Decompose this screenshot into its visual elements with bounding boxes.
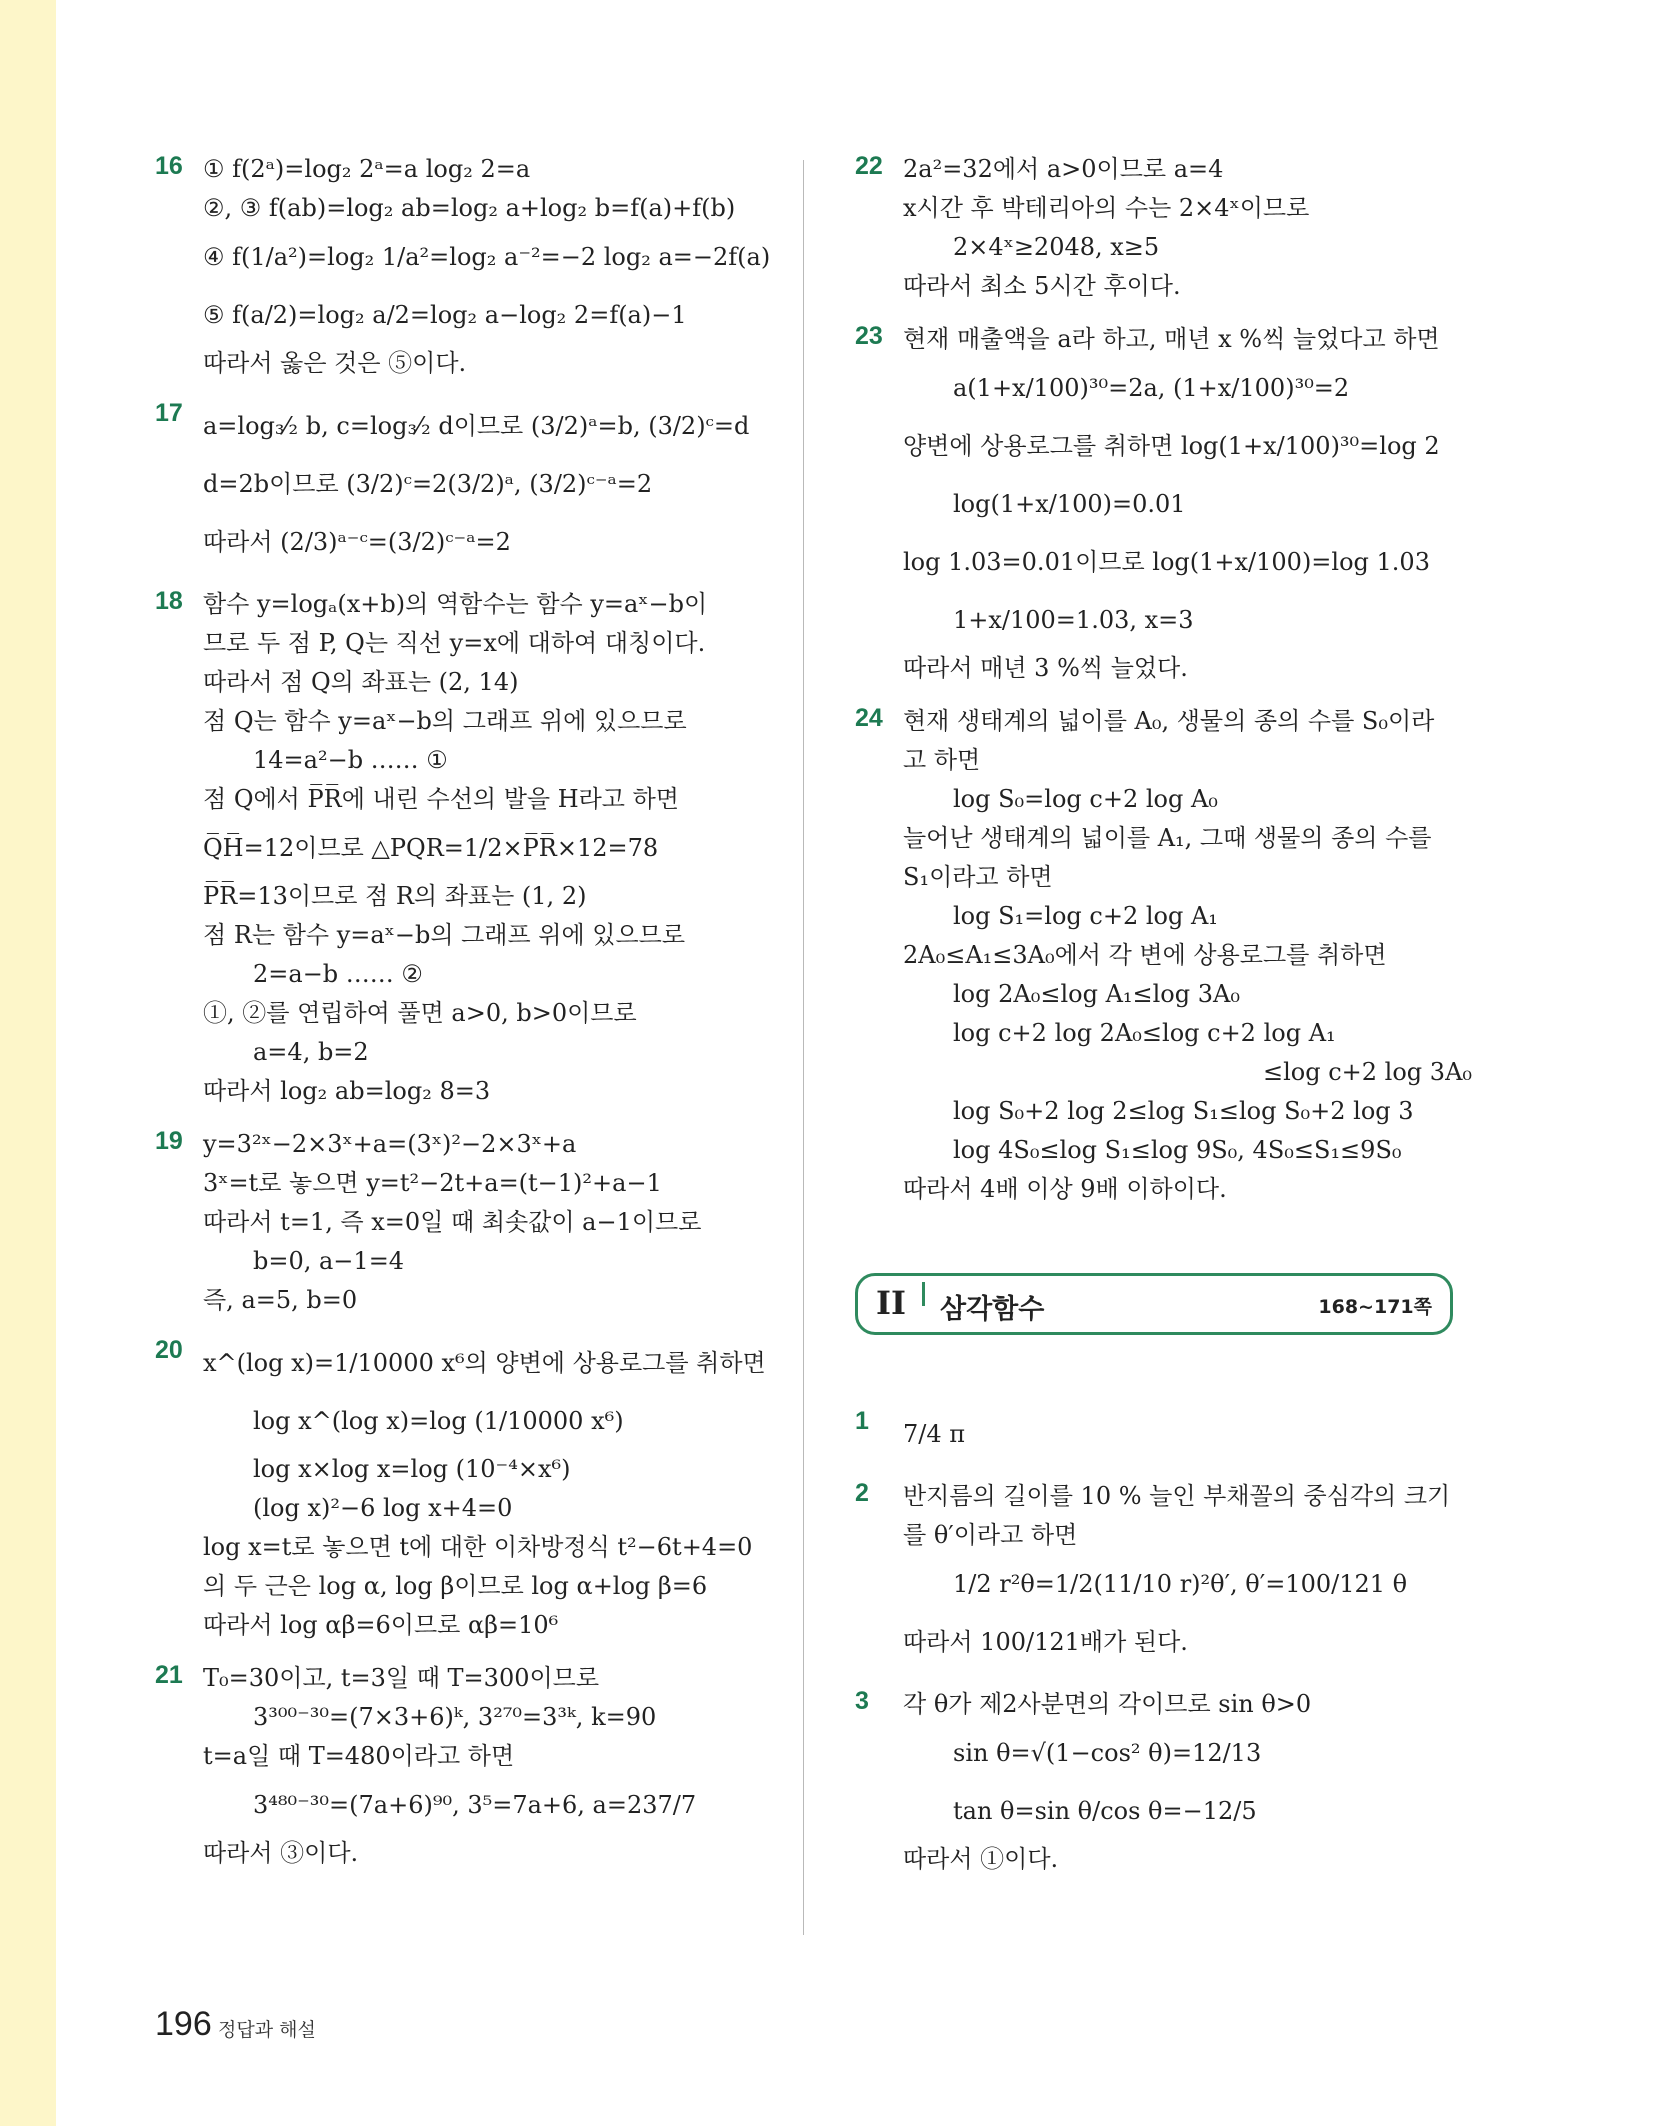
solution-line: 따라서 ③이다. xyxy=(203,1839,359,1867)
solution-line: 점 Q는 함수 y=aˣ−b의 그래프 위에 있으므로 xyxy=(203,707,687,735)
solution-line: 2=a−b …… ② xyxy=(253,960,423,988)
solution-line: 1/2 r²θ=1/2(11/10 r)²θ′, θ′=100/121 θ xyxy=(953,1570,1408,1598)
solution-line: a(1+x/100)³⁰=2a, (1+x/100)³⁰=2 xyxy=(953,374,1350,402)
problem-16 xyxy=(155,150,775,383)
solution-line: ① f(2ᵃ)=log₂ 2ᵃ=a log₂ 2=a xyxy=(203,155,531,183)
section-roman-numeral: II xyxy=(876,1284,906,1322)
column-divider xyxy=(803,160,804,1935)
section-title: 삼각함수 xyxy=(940,1294,1045,1325)
problem-23 xyxy=(855,320,1455,688)
solution-line: sin θ=√(1−cos² θ)=12/13 xyxy=(953,1739,1262,1767)
solution-line: 2A₀≤A₁≤3A₀에서 각 변에 상용로그를 취하면 xyxy=(903,941,1387,969)
right-column-bottom xyxy=(855,1405,1455,1879)
solution-line: 따라서 점 Q의 좌표는 (2, 14) xyxy=(203,668,519,696)
solution-line: t=a일 때 T=480이라고 하면 xyxy=(203,1742,515,1770)
solution-line: a=4, b=2 xyxy=(253,1038,369,1066)
solution-line: 따라서 최소 5시간 후이다. xyxy=(903,272,1181,300)
solution-line: log x^(log x)=log (1/10000 x⁶) xyxy=(253,1407,624,1435)
problem-number: 2 xyxy=(855,1479,869,1507)
solution-line: 현재 생태계의 넓이를 A₀, 생물의 종의 수를 S₀이라 xyxy=(903,707,1435,735)
solution-line: 따라서 (2/3)ᵃ⁻ᶜ=(3/2)ᶜ⁻ᵃ=2 xyxy=(203,528,511,556)
solution-line: 3⁴⁸⁰⁻³⁰=(7a+6)⁹⁰, 3⁵=7a+6, a=237/7 xyxy=(253,1791,697,1819)
solution-line: log x=t로 놓으면 t에 대한 이차방정식 t²−6t+4=0 xyxy=(203,1533,753,1561)
solution-line: 따라서 4배 이상 9배 이하이다. xyxy=(903,1175,1227,1203)
solution-line: 3³⁰⁰⁻³⁰=(7×3+6)ᵏ, 3²⁷⁰=3³ᵏ, k=90 xyxy=(253,1703,657,1731)
problem-17 xyxy=(155,397,775,571)
solution-line: ⑤ f(a/2)=log₂ a/2=log₂ a−log₂ 2=f(a)−1 xyxy=(203,301,687,329)
problem-number: 3 xyxy=(855,1687,869,1715)
problem-22 xyxy=(855,150,1455,306)
solution-line: 3ˣ=t로 놓으면 y=t²−2t+a=(t−1)²+a−1 xyxy=(203,1169,662,1197)
solution-line: log 1.03=0.01이므로 log(1+x/100)=log 1.03 xyxy=(903,548,1430,576)
solution-line: 따라서 옳은 것은 ⑤이다. xyxy=(203,349,467,377)
problem-1 xyxy=(855,1405,1455,1463)
page-margin-strip xyxy=(0,0,56,2126)
solution-line: log(1+x/100)=0.01 xyxy=(953,490,1186,518)
problem-18 xyxy=(155,585,775,1111)
solution-line: 함수 y=logₐ(x+b)의 역함수는 함수 y=aˣ−b이 xyxy=(203,590,708,618)
problem-number: 22 xyxy=(855,152,883,180)
solution-line: log S₀+2 log 2≤log S₁≤log S₀+2 log 3 xyxy=(953,1097,1414,1125)
problem-number: 21 xyxy=(155,1661,183,1689)
section-accent-bar xyxy=(922,1282,925,1306)
solution-line: ≤log c+2 log 3A₀ xyxy=(1263,1058,1473,1086)
solution-line: ①, ②를 연립하여 풀면 a>0, b>0이므로 xyxy=(203,999,637,1027)
problem-3 xyxy=(855,1685,1455,1879)
solution-line: 양변에 상용로그를 취하면 log(1+x/100)³⁰=log 2 xyxy=(903,432,1440,460)
solution-line: 점 Q에서 P̅R̅에 내린 수선의 발을 H라고 하면 xyxy=(203,785,679,813)
left-column xyxy=(155,150,775,1887)
solution-line: 따라서 ①이다. xyxy=(903,1845,1059,1873)
solution-line: S₁이라고 하면 xyxy=(903,863,1053,891)
page-number: 196 xyxy=(155,2005,212,2043)
footer-label: 정답과 해설 xyxy=(218,2019,316,2041)
solution-line: log S₀=log c+2 log A₀ xyxy=(953,785,1218,813)
solution-line: 따라서 log₂ ab=log₂ 8=3 xyxy=(203,1077,491,1105)
problem-number: 24 xyxy=(855,704,883,732)
solution-line: 따라서 log αβ=6이므로 αβ=10⁶ xyxy=(203,1611,559,1639)
problem-number: 1 xyxy=(855,1407,869,1435)
solution-line: x^(log x)=1/10000 x⁶의 양변에 상용로그를 취하면 xyxy=(203,1349,766,1377)
solution-line: T₀=30이고, t=3일 때 T=300이므로 xyxy=(203,1664,600,1692)
solution-line: 를 θ′이라고 하면 xyxy=(903,1521,1078,1549)
problem-21 xyxy=(155,1659,775,1873)
problem-24 xyxy=(855,702,1473,1209)
solution-line: d=2b이므로 (3/2)ᶜ=2(3/2)ᵃ, (3/2)ᶜ⁻ᵃ=2 xyxy=(203,470,653,498)
problem-number: 23 xyxy=(855,322,883,350)
solution-line: 고 하면 xyxy=(903,746,981,774)
problem-number: 19 xyxy=(155,1127,183,1155)
solution-line: 2×4ˣ≥2048, x≥5 xyxy=(953,233,1160,261)
section-header xyxy=(855,1273,1453,1335)
solution-line: 므로 두 점 P, Q는 직선 y=x에 대하여 대칭이다. xyxy=(203,629,706,657)
problem-number: 17 xyxy=(155,399,183,427)
solution-line: tan θ=sin θ/cos θ=−12/5 xyxy=(953,1797,1257,1825)
solution-line: log S₁=log c+2 log A₁ xyxy=(953,902,1218,930)
solution-line: 7/4 π xyxy=(903,1420,966,1448)
solution-line: y=3²ˣ−2×3ˣ+a=(3ˣ)²−2×3ˣ+a xyxy=(203,1130,577,1158)
problem-number: 16 xyxy=(155,152,183,180)
solution-line: 따라서 매년 3 %씩 늘었다. xyxy=(903,654,1188,682)
problem-number: 18 xyxy=(155,587,183,615)
solution-line: 늘어난 생태계의 넓이를 A₁, 그때 생물의 종의 수를 xyxy=(903,824,1432,852)
solution-line: b=0, a−1=4 xyxy=(253,1247,405,1275)
problem-2 xyxy=(855,1477,1455,1671)
solution-line: 의 두 근은 log α, log β이므로 log α+log β=6 xyxy=(203,1572,708,1600)
solution-line: 점 R는 함수 y=aˣ−b의 그래프 위에 있으므로 xyxy=(203,921,686,949)
solution-line: ②, ③ f(ab)=log₂ ab=log₂ a+log₂ b=f(a)+f(b) xyxy=(203,194,736,222)
solution-line: a=log₃⁄₂ b, c=log₃⁄₂ d이므로 (3/2)ᵃ=b, (3/2)ᶜ=d xyxy=(203,412,750,440)
solution-line: 각 θ가 제2사분면의 각이므로 sin θ>0 xyxy=(903,1690,1312,1718)
solution-line: log 2A₀≤log A₁≤log 3A₀ xyxy=(953,980,1240,1008)
solution-line: 따라서 t=1, 즉 x=0일 때 최솟값이 a−1이므로 xyxy=(203,1208,702,1236)
problem-20 xyxy=(155,1334,775,1645)
solution-line: 현재 매출액을 a라 하고, 매년 x %씩 늘었다고 하면 xyxy=(903,325,1440,353)
solution-line: 따라서 100/121배가 된다. xyxy=(903,1628,1188,1656)
problem-19 xyxy=(155,1125,775,1320)
solution-line: 반지름의 길이를 10 % 늘인 부채꼴의 중심각의 크기 xyxy=(903,1482,1451,1510)
solution-line: 즉, a=5, b=0 xyxy=(203,1286,358,1314)
solution-line: (log x)²−6 log x+4=0 xyxy=(253,1494,513,1522)
right-column xyxy=(855,150,1473,1893)
problem-number: 20 xyxy=(155,1336,183,1364)
solution-line: 2a²=32에서 a>0이므로 a=4 xyxy=(903,155,1224,183)
solution-line: x시간 후 박테리아의 수는 2×4ˣ이므로 xyxy=(903,194,1310,222)
solution-line: Q̅H̅=12이므로 △PQR=1/2×P̅R̅×12=78 xyxy=(203,834,659,862)
section-page-range: 168~171쪽 xyxy=(1318,1296,1432,1318)
solution-line: log x×log x=log (10⁻⁴×x⁶) xyxy=(253,1455,571,1483)
solution-line: 1+x/100=1.03, x=3 xyxy=(953,606,1194,634)
solution-line: ④ f(1/a²)=log₂ 1/a²=log₂ a⁻²=−2 log₂ a=−2f(a) xyxy=(203,243,771,271)
solution-line: P̅R̅=13이므로 점 R의 좌표는 (1, 2) xyxy=(203,882,587,910)
solution-line: log 4S₀≤log S₁≤log 9S₀, 4S₀≤S₁≤9S₀ xyxy=(953,1136,1402,1164)
solution-line: log c+2 log 2A₀≤log c+2 log A₁ xyxy=(953,1019,1336,1047)
right-column-top xyxy=(855,150,1473,1209)
solution-line: 14=a²−b …… ① xyxy=(253,746,448,774)
